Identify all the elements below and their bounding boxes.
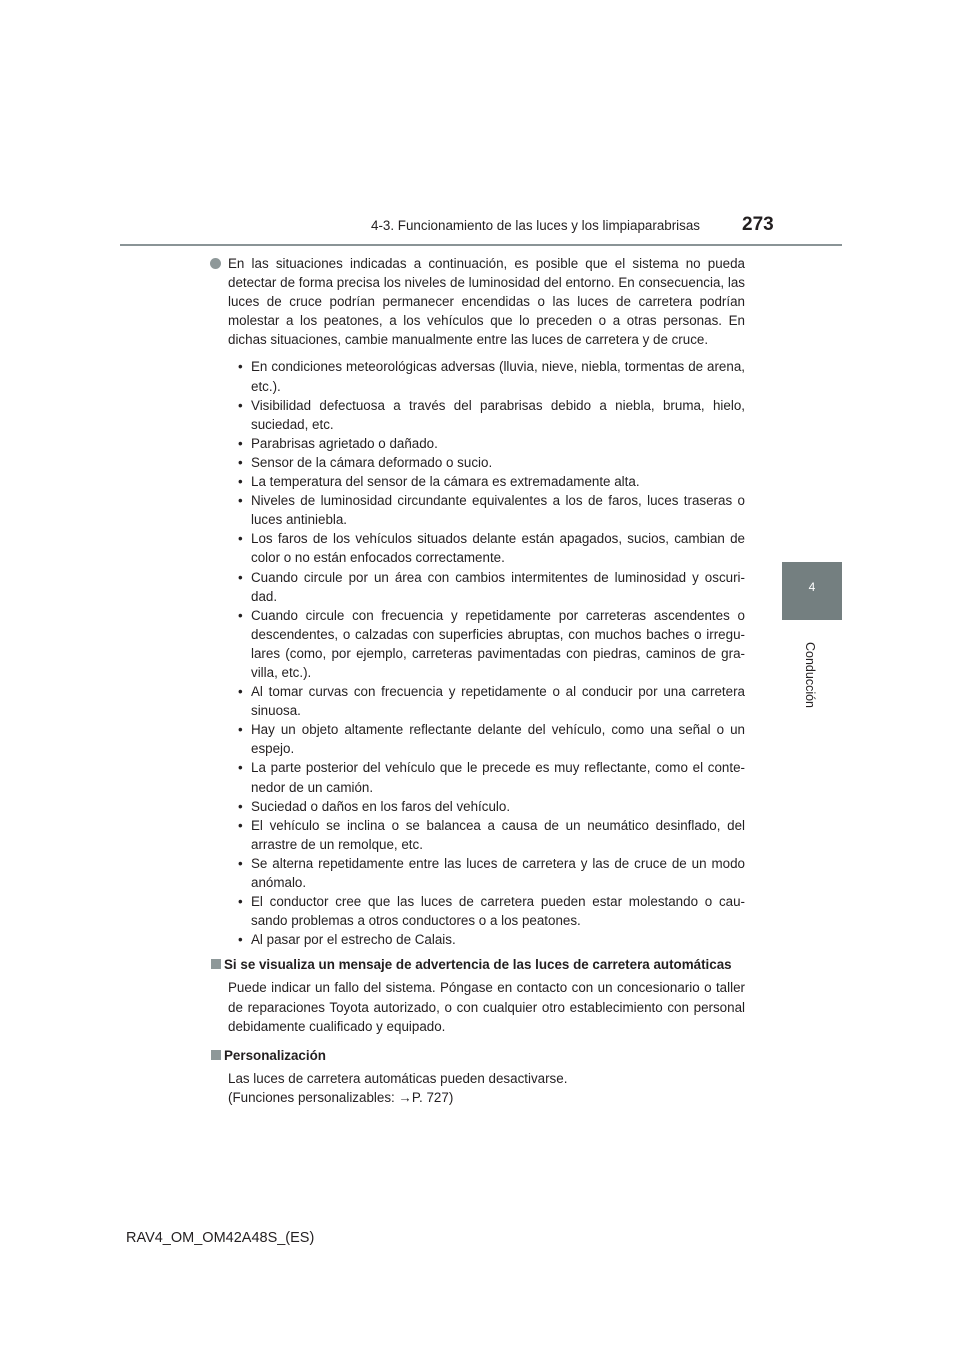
chapter-tab-number: 4 xyxy=(808,580,816,594)
list-item: • En condiciones meteorológicas adversas (lluvia, nieve, niebla, tormentas de arena, etc.). xyxy=(251,357,745,395)
list-item: • Los faros de los vehículos situados delante están apagados, sucios, cambian de color o no están enfocados correctamente. xyxy=(251,529,745,567)
chapter-tab xyxy=(782,562,842,620)
list-item: • Cuando circule por un área con cambios intermitentes de luminosidad y oscuri-dad. xyxy=(251,568,745,606)
list-item: • Parabrisas agrietado o dañado. xyxy=(251,434,745,453)
section-heading-text: Si se visualiza un mensaje de advertencia de las luces de carretera automáticas xyxy=(224,957,732,973)
document-code-footer: RAV4_OM_OM42A48S_(ES) xyxy=(126,1230,315,1246)
square-bullet-icon xyxy=(211,959,221,969)
list-item: • Sensor de la cámara deformado o sucio. xyxy=(251,453,745,472)
chapter-side-label xyxy=(801,630,819,720)
list-item: • Hay un objeto altamente reflectante delante del vehículo, como una señal o un espejo. xyxy=(251,720,745,758)
header-rule xyxy=(120,244,842,246)
list-item: • La parte posterior del vehículo que le precede es muy reflectante, como el conte-nedor de un camión. xyxy=(251,758,745,796)
list-item: • El vehículo se inclina o se balancea a causa de un neumático desinflado, del arrastre de un remolque, etc. xyxy=(251,816,745,854)
section-body: Puede indicar un fallo del sistema. Póngase en contacto con un concesionario o taller de reparaciones Toyota autorizado, o con cualquier otro establecimiento con personal debidamente cualificado y equipado. xyxy=(228,980,745,1034)
list-item: • Niveles de luminosidad circundante equivalentes a los de faros, luces traseras o luces antiniebla. xyxy=(251,491,745,529)
list-item: • Cuando circule con frecuencia y repetidamente por carreteras ascendentes o descendentes, o calzadas con superficies abruptas, con muchos baches o irregu-lares (como, por ejemplo, carreteras pavimentadas con piedras, caminos de gra-villa, etc.). xyxy=(251,606,745,682)
circle-bullet-icon xyxy=(210,258,221,269)
main-content xyxy=(208,254,745,1107)
page-number: 273 xyxy=(742,214,774,235)
list-item: • Al tomar curvas con frecuencia y repetidamente o al conducir por una carretera sinuosa. xyxy=(251,682,745,720)
square-bullet-icon xyxy=(211,1050,221,1060)
list-item: • Se alterna repetidamente entre las luces de carretera y las de cruce de un modo anómalo. xyxy=(251,854,745,892)
list-item: • Visibilidad defectuosa a través del parabrisas debido a niebla, bruma, hielo, suciedad, etc. xyxy=(251,396,745,434)
list-item: • Al pasar por el estrecho de Calais. xyxy=(251,930,745,949)
lead-paragraph-text: En las situaciones indicadas a continuación, es posible que el sistema no pueda detectar de forma precisa los niveles de luminosidad del entorno. En consecuencia, las luces de cruce podrían permanecer encendidas o las luces de carretera podrían molestar a los peatones, a los vehículos que lo preceden o a otras personas. En dichas situaciones, cambie manualmente entre las luces de carretera y de cruce. xyxy=(228,256,745,348)
section-heading-text: Personalización xyxy=(224,1047,326,1063)
section-heading xyxy=(208,955,745,974)
conditions-list xyxy=(208,357,745,949)
cross-reference: (Funciones personalizables: →P. 727) xyxy=(228,1089,454,1105)
list-item: • El conductor cree que las luces de carretera pueden estar molestando o cau-sando problemas a otros conductores o a los peatones. xyxy=(251,892,745,930)
list-item: • La temperatura del sensor de la cámara es extremadamente alta. xyxy=(251,472,745,491)
running-header-title: 4-3. Funcionamiento de las luces y los limpiaparabrisas xyxy=(371,218,700,233)
section-body-line: Las luces de carretera automáticas pueden desactivarse. xyxy=(228,1070,568,1086)
list-item: • Suciedad o daños en los faros del vehículo. xyxy=(251,797,745,816)
customization-section xyxy=(208,1046,745,1107)
section-body xyxy=(208,1069,745,1107)
lead-paragraph xyxy=(208,254,745,349)
section-heading xyxy=(208,1046,745,1065)
warning-message-section xyxy=(208,955,745,1035)
chapter-side-label-text: Conducción xyxy=(803,641,817,709)
